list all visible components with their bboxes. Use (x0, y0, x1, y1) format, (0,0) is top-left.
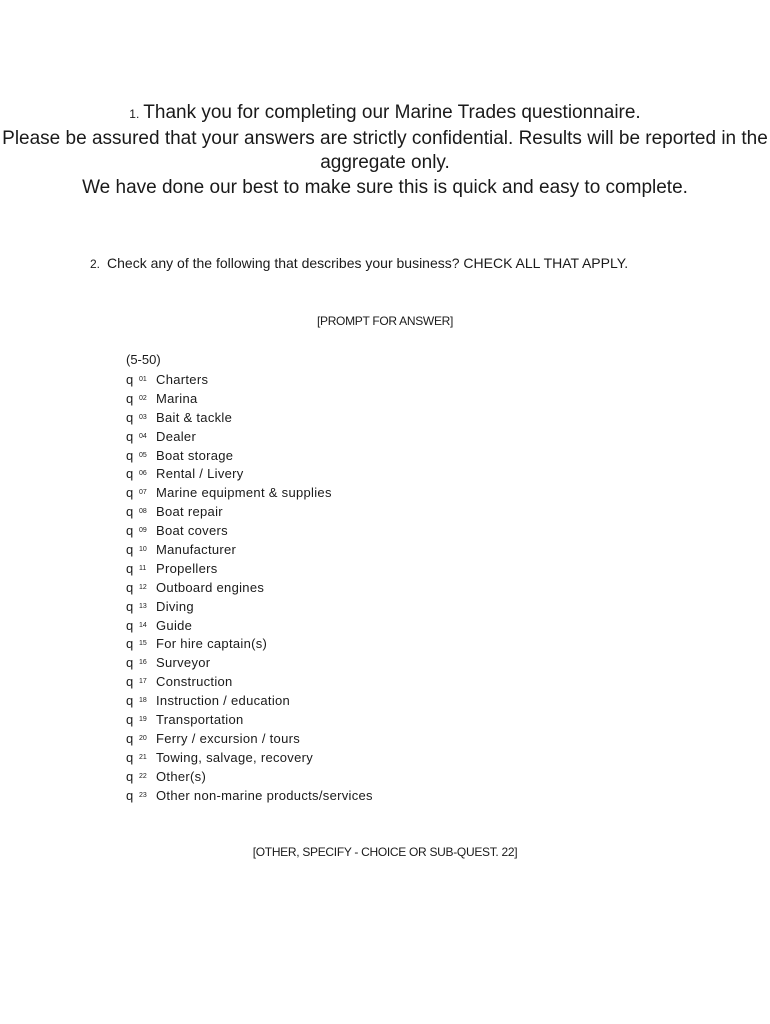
answer-option[interactable] (126, 464, 373, 483)
option-label: Propellers (156, 560, 218, 576)
option-code: 19 (139, 715, 147, 723)
option-code: 09 (139, 527, 147, 535)
answer-option[interactable] (126, 634, 373, 653)
option-label: Marine equipment & supplies (156, 485, 332, 501)
answer-option[interactable] (126, 691, 373, 710)
option-code: 20 (139, 734, 147, 742)
option-code: 02 (139, 394, 147, 402)
intro-thanks-text: Thank you for completing our Marine Trades questionnaire. (143, 102, 641, 123)
answer-option[interactable] (126, 427, 373, 446)
option-label: Boat covers (156, 523, 228, 539)
checkbox-icon[interactable]: q (126, 749, 134, 765)
checkbox-icon[interactable]: q (126, 466, 134, 482)
option-code: 23 (139, 791, 147, 799)
checkbox-icon[interactable]: q (126, 598, 134, 614)
answer-option[interactable] (126, 653, 373, 672)
option-label: Ferry / excursion / tours (156, 730, 301, 746)
option-label: Bait & tackle (156, 409, 233, 425)
checkbox-icon[interactable]: q (126, 768, 134, 784)
option-code: 03 (139, 413, 147, 421)
checkbox-icon[interactable]: q (126, 579, 134, 595)
checkbox-icon[interactable]: q (126, 655, 134, 671)
checkbox-icon[interactable]: q (126, 390, 134, 406)
checkbox-icon[interactable]: q (126, 371, 134, 387)
checkbox-icon[interactable]: q (126, 541, 134, 557)
checkbox-icon[interactable]: q (126, 636, 134, 652)
intro-statement (0, 101, 770, 200)
checkbox-icon[interactable]: q (126, 485, 134, 501)
option-code: 11 (139, 564, 147, 572)
answer-option[interactable] (126, 540, 373, 559)
other-specify-prompt: [OTHER, SPECIFY - CHOICE OR SUB-QUEST. 22] (252, 845, 518, 859)
option-label: Rental / Livery (156, 466, 244, 482)
option-code: 04 (139, 432, 147, 440)
checkbox-icon[interactable]: q (126, 617, 134, 633)
option-label: Manufacturer (156, 541, 237, 557)
option-code: 08 (139, 508, 147, 516)
option-code: 21 (139, 753, 147, 761)
answer-option[interactable] (126, 767, 373, 786)
option-label: For hire captain(s) (156, 636, 268, 652)
answer-option[interactable] (126, 748, 373, 767)
answer-options-list (126, 370, 373, 804)
answer-option[interactable] (126, 408, 373, 427)
checkbox-icon[interactable]: q (126, 409, 134, 425)
option-label: Boat repair (156, 504, 223, 520)
checkbox-icon[interactable]: q (126, 674, 134, 690)
question-number: 2. (90, 257, 101, 271)
option-label: Marina (156, 390, 198, 406)
option-label: Boat storage (156, 447, 234, 463)
option-label: Instruction / education (156, 693, 291, 709)
checkbox-icon[interactable]: q (126, 447, 134, 463)
checkbox-icon[interactable]: q (126, 787, 134, 803)
option-code: 10 (139, 545, 147, 553)
option-code: 13 (139, 602, 147, 610)
answer-option[interactable] (126, 521, 373, 540)
option-label: Diving (156, 598, 194, 614)
answer-option[interactable] (126, 446, 373, 465)
checkbox-icon[interactable]: q (126, 504, 134, 520)
option-code: 16 (139, 659, 147, 667)
checkbox-icon[interactable]: q (126, 523, 134, 539)
option-code: 18 (139, 697, 147, 705)
checkbox-icon[interactable]: q (126, 560, 134, 576)
option-label: Charters (156, 371, 209, 387)
answer-option[interactable] (126, 597, 373, 616)
option-code: 07 (139, 489, 147, 497)
option-label: Surveyor (156, 655, 211, 671)
answer-option[interactable] (126, 616, 373, 635)
option-code: 01 (139, 375, 147, 383)
checkbox-icon[interactable]: q (126, 693, 134, 709)
option-label: Other(s) (156, 768, 207, 784)
option-label: Construction (156, 674, 233, 690)
answer-option[interactable] (126, 786, 373, 805)
answer-option[interactable] (126, 389, 373, 408)
option-code: 15 (139, 640, 147, 648)
answer-option[interactable] (126, 483, 373, 502)
option-code: 05 (139, 451, 147, 459)
option-label: Towing, salvage, recovery (156, 749, 314, 765)
answer-option[interactable] (126, 370, 373, 389)
checkbox-icon[interactable]: q (126, 711, 134, 727)
prompt-for-answer: [PROMPT FOR ANSWER] (316, 314, 454, 328)
intro-confidential-text: Please be assured that your answers are strictly confidential. Results will be reported in the aggregate only. (2, 127, 768, 173)
option-label: Transportation (156, 711, 244, 727)
intro-quick-text: We have done our best to make sure this is quick and easy to complete. (82, 176, 688, 198)
answer-option[interactable] (126, 672, 373, 691)
answer-option[interactable] (126, 559, 373, 578)
question-2 (90, 255, 628, 271)
question-number: 1. (129, 107, 140, 121)
option-label: Guide (156, 617, 193, 633)
answer-option[interactable] (126, 710, 373, 729)
answer-option[interactable] (126, 578, 373, 597)
answer-option[interactable] (126, 729, 373, 748)
checkbox-icon[interactable]: q (126, 730, 134, 746)
option-code: 17 (139, 678, 147, 686)
intro-line-1 (0, 101, 770, 127)
option-code: 22 (139, 772, 147, 780)
option-code: 06 (139, 470, 147, 478)
option-code: 14 (139, 621, 147, 629)
option-label: Other non-marine products/services (156, 787, 373, 803)
option-label: Outboard engines (156, 579, 265, 595)
question-2-text: Check any of the following that describes your business? CHECK ALL THAT APPLY. (107, 255, 629, 271)
response-range: (5-50) (126, 352, 161, 367)
answer-option[interactable] (126, 502, 373, 521)
option-label: Dealer (156, 428, 197, 444)
option-code: 12 (139, 583, 147, 591)
checkbox-icon[interactable]: q (126, 428, 134, 444)
